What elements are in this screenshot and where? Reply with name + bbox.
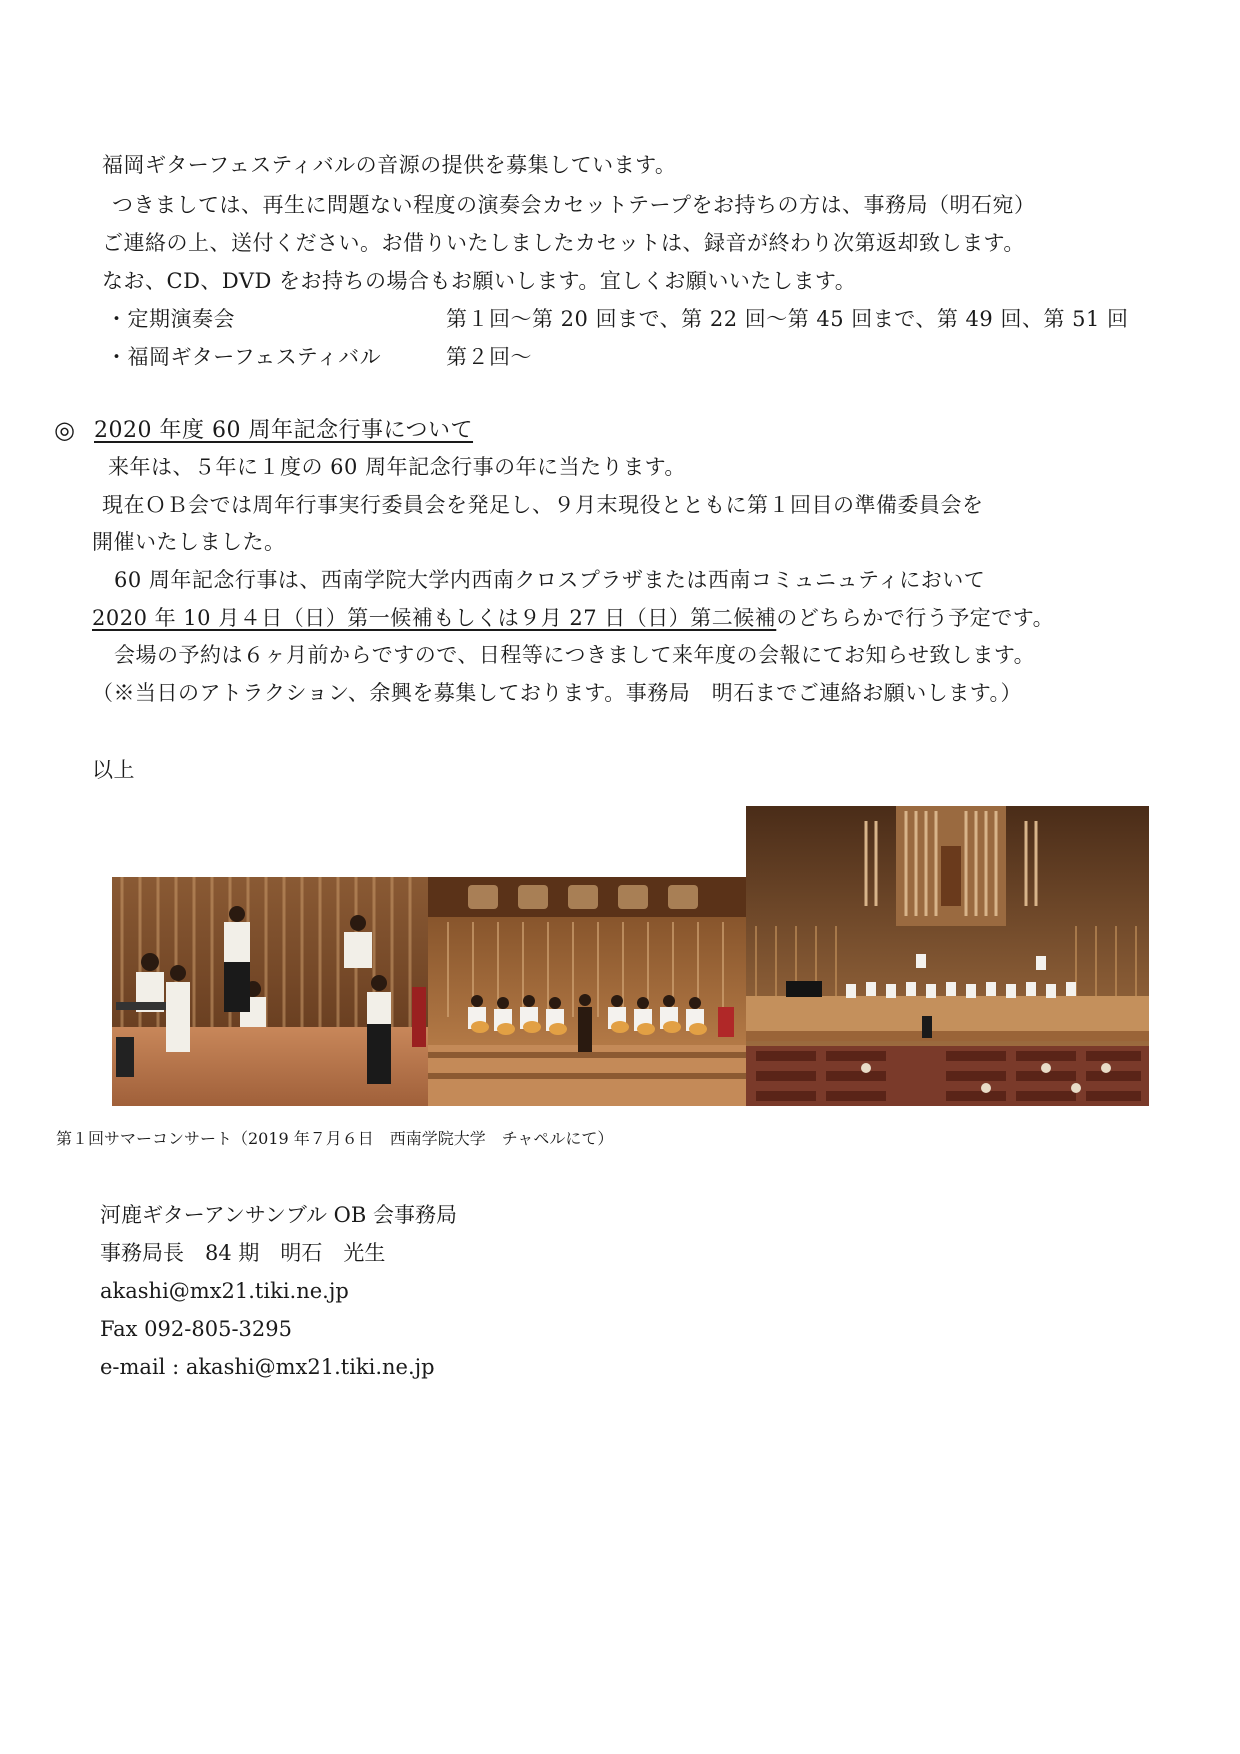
section-paragraph-2: 現在ＯＢ会では周年行事実行委員会を発足し、９月末現役とともに第１回目の準備委員会を — [102, 493, 984, 517]
photo-ensemble-small — [112, 877, 428, 1106]
double-circle-mark: ◎ — [54, 416, 75, 444]
footer-email-line[interactable]: e-mail : akashi@mx21.tiki.ne.jp — [100, 1355, 435, 1379]
footer-org-name: 河鹿ギターアンサンブル OB 会事務局 — [100, 1203, 458, 1227]
photo-chapel-hall — [746, 806, 1149, 1106]
section-paragraph-7: （※当日のアトラクション、余興を募集しております。事務局 明石までご連絡お願いします。） — [92, 681, 1023, 705]
section-paragraph-4: 60 周年記念行事は、西南学院大学内西南クロスプラザまたは西南コミュニュティにおいて — [114, 568, 986, 592]
footer-email[interactable]: akashi@mx21.tiki.ne.jp — [100, 1279, 349, 1303]
intro-line-3: ご連絡の上、送付ください。お借りいたしましたカセットは、録音が終わり次第返却致します。 — [102, 231, 1025, 255]
section-paragraph-3: 開催いたしました。 — [92, 530, 286, 554]
photo-guitar-orchestra — [428, 877, 746, 1106]
closing-text: 以上 — [92, 758, 135, 782]
list-item-value-2: 第２回～ — [446, 345, 532, 369]
list-item-value-1: 第１回～第 20 回まで、第 22 回～第 45 回まで、第 49 回、第 51 回 — [446, 307, 1129, 331]
photo-caption: 第１回サマーコンサート（2019 年７月６日 西南学院大学 チャペルにて） — [56, 1129, 614, 1148]
section-paragraph-1: 来年は、５年に１度の 60 周年記念行事の年に当たります。 — [108, 455, 686, 479]
list-item-label-2: ・福岡ギターフェスティバル — [106, 345, 382, 369]
section-paragraph-5 — [92, 603, 1054, 633]
intro-line-4: なお、CD、DVD をお持ちの場合もお願いします。宜しくお願いいたします。 — [102, 269, 857, 293]
footer-person: 事務局長 84 期 明石 光生 — [100, 1241, 386, 1265]
section-paragraph-6: 会場の予約は６ヶ月前からですので、日程等につきまして来年度の会報にてお知らせ致します。 — [114, 643, 1036, 667]
intro-line-2: つきましては、再生に問題ない程度の演奏会カセットテープをお持ちの方は、事務局（明石宛） — [112, 193, 1036, 217]
event-dates-rest: のどちらかで行う予定です。 — [776, 606, 1055, 630]
event-dates: 2020 年 10 月４日（日）第一候補もしくは９月 27 日（日）第二候補 — [92, 606, 777, 630]
footer-fax: Fax 092-805-3295 — [100, 1317, 292, 1341]
list-item-label-1: ・定期演奏会 — [106, 307, 235, 331]
intro-line-1: 福岡ギターフェスティバルの音源の提供を募集しています。 — [102, 153, 677, 177]
section-title: 2020 年度 60 周年記念行事について — [94, 418, 474, 443]
